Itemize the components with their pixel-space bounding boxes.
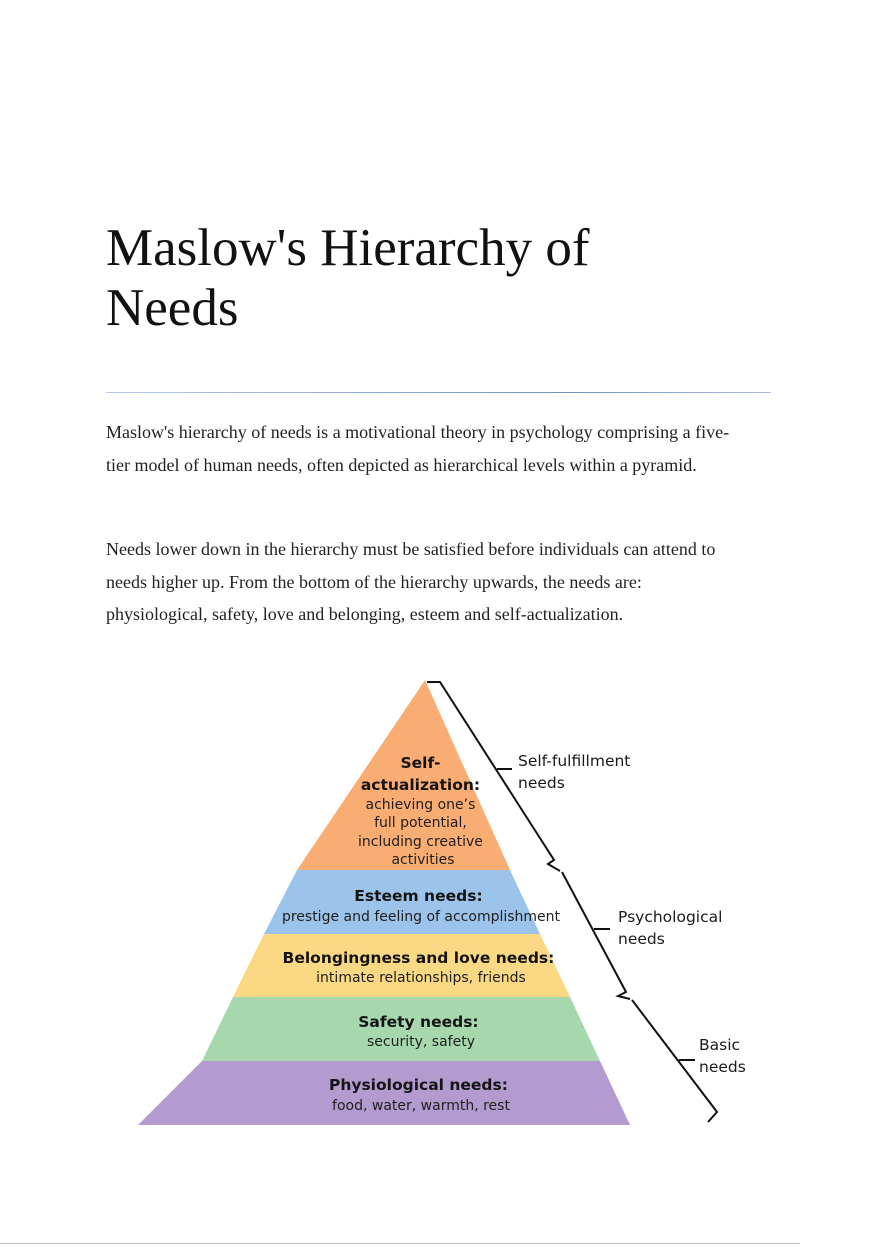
self-actualization-title-2: actualization: xyxy=(360,776,481,794)
title-divider xyxy=(106,392,771,393)
maslow-pyramid-figure xyxy=(130,676,760,1136)
hierarchy-paragraph: Needs lower down in the hierarchy must be satisfied before individuals can attend to needs higher up. From the bottom of the hierarchy upwards, the needs are: physiological, safety, love and belonging, esteem and self-actualization. xyxy=(106,539,716,624)
page-title: Maslow's Hierarchy of Needs xyxy=(106,219,590,337)
esteem-title: Esteem needs: xyxy=(354,887,483,905)
pyramid-diagram xyxy=(130,676,760,1136)
group-label-self-fulfillment xyxy=(518,752,635,792)
intro-paragraph: Maslow's hierarchy of needs is a motivational theory in psychology comprising a five-tier model of human needs, often depicted as hierarchical levels within a pyramid. xyxy=(106,422,730,475)
basic-line-1: Basic xyxy=(699,1036,741,1054)
belonging-title: Belongingness and love needs: xyxy=(282,949,555,967)
esteem-desc: prestige and feeling of accomplishment xyxy=(281,909,561,925)
self-actualization-desc-2: full potential, xyxy=(374,815,467,831)
page-bottom-rule xyxy=(0,1243,800,1244)
physiological-desc: food, water, warmth, rest xyxy=(332,1098,510,1114)
physiological-title: Physiological needs: xyxy=(328,1076,508,1094)
self-actualization-desc-4: activities xyxy=(391,852,455,868)
safety-title: Safety needs: xyxy=(358,1013,479,1031)
self-fulfillment-line-2: needs xyxy=(518,774,565,792)
self-actualization-desc-3: including creative xyxy=(358,834,483,850)
self-actualization-desc-1: achieving one’s xyxy=(365,797,476,813)
group-label-basic xyxy=(699,1036,746,1076)
belonging-desc: intimate relationships, friends xyxy=(316,970,526,986)
self-fulfillment-line-1: Self-fulfillment xyxy=(518,752,631,770)
basic-line-2: needs xyxy=(699,1058,746,1076)
safety-desc: security, safety xyxy=(367,1034,475,1050)
psychological-line-2: needs xyxy=(618,930,665,948)
self-actualization-title-1: Self- xyxy=(400,754,441,772)
psychological-line-1: Psychological xyxy=(618,908,723,926)
group-label-psychological xyxy=(618,908,727,948)
